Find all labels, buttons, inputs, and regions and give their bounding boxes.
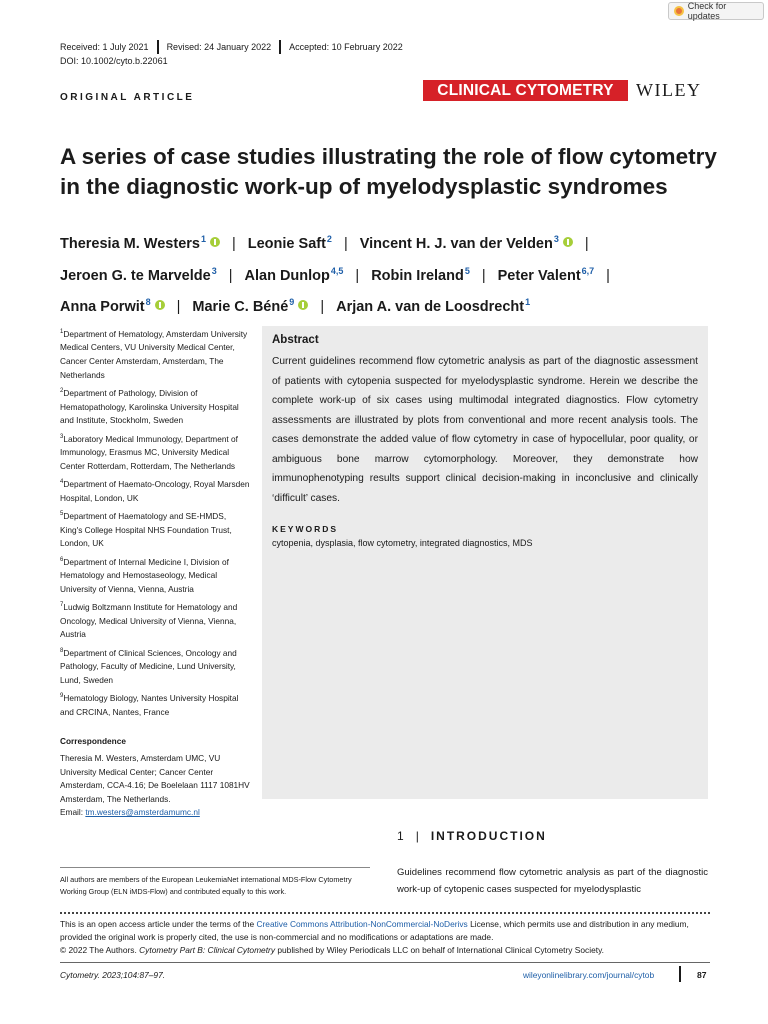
orcid-icon[interactable] (210, 237, 220, 247)
orcid-icon[interactable] (155, 300, 165, 310)
affiliation: $^7$Ludwig Boltzmann Institute for Hematology and Oncology, Medical University of Vienna, Vienna, Austria (60, 602, 238, 640)
section-title: INTRODUCTION (430, 829, 547, 843)
crossmark-icon (674, 6, 684, 16)
page-number: 87 (697, 970, 707, 980)
check-for-updates-button[interactable] (668, 2, 764, 20)
affiliation: $^2$Department of Pathology, Division of Hematopathology, Karolinska University Hospital and Institute, Stockholm, Sweden (60, 387, 239, 426)
license-link[interactable]: Creative Commons Attribution-NonCommercial-NoDerivs (256, 919, 468, 929)
license-notice: This is an open access article under the terms of the Creative Commons Attribution-NonCommercial-NoDerivs License, which permits use and distribution in any medium, provided the original work is properly cited, the use is non-commercial and no modifications or adaptations are made. © 2022 The Authors. Cytometry Part B: Clinical Cytometry published by Wiley Periodicals LLC on behalf of International Clinical Cytometry Society. (60, 919, 689, 955)
abstract-heading: Abstract (272, 334, 319, 346)
publisher-logo: WILEY (636, 80, 702, 100)
affiliation: $^5$Department of Haematology and SE-HMDS, King's College Hospital NHS Foundation Trust, London, UK (60, 510, 232, 549)
author[interactable]: Peter Valent$^{6,7}$ (497, 265, 595, 284)
keywords-heading: KEYWORDS (272, 524, 339, 534)
check-for-updates-label: Check for updates (687, 1, 727, 21)
abstract-text: Current guidelines recommend flow cytometric analysis as part of the diagnostic assessment of patients with cytopenia suspected for myelodysplastic syndrome. Herein we describe the complete work-up of six cases using multimodal integrated diagnostics. Flow cytometry assessments are illustrated by plots from conventional and more recent analysis tools. The cases demonstrate the added value of flow cytometry in case of hypocellular, poor quality, or ambiguous bone marrow cytomorphology. Moreover, they demonstrate how immunophenotyping results support clinical decision-making in inconclusive and clinically ‘difficult’ cases. (272, 356, 698, 504)
author[interactable]: Vincent H. J. van der Velden$^3$ (360, 236, 573, 252)
keywords: cytopenia, dysplasia, flow cytometry, integrated diagnostics, MDS (272, 538, 533, 548)
article-type: ORIGINAL ARTICLE (60, 92, 195, 103)
abstract-panel (262, 326, 708, 799)
license-divider (60, 912, 710, 914)
date-divider (157, 40, 159, 54)
author[interactable]: Marie C. Béné$^9$ (192, 299, 308, 315)
affiliation: $^3$Laboratory Medical Immunology, Department of Immunology, Erasmus MC, University Medical Center Rotterdam, Rotterdam, The Netherlands (60, 433, 238, 471)
journal-logo: CLINICAL CYTOMETRY (423, 80, 628, 101)
author[interactable]: Jeroen G. te Marvelde$^3$ (60, 265, 217, 284)
affiliation: $^1$Department of Hematology, Amsterdam University Medical Centers, VU University Medical Center, Cancer Center Amsterdam, Amsterdam, The Netherlands (60, 328, 248, 380)
orcid-icon[interactable] (298, 300, 308, 310)
footnote-divider (60, 867, 370, 868)
correspondence-heading: Correspondence (60, 736, 126, 747)
date-divider (279, 40, 281, 54)
introduction-text: Guidelines recommend flow cytometric analysis as part of the diagnostic work-up of cytopenic cases suspected for myelodysplastic (397, 867, 708, 895)
article-title: A series of case studies illustrating the role of flow cytometry in the diagnostic work-up of myelodysplastic syndromes (60, 144, 717, 199)
section-separator: | (415, 829, 421, 843)
author[interactable]: Arjan A. van de Loosdrecht$^1$ (336, 297, 531, 315)
received-date: Received: 1 July 2021 (60, 42, 149, 52)
page-divider (679, 966, 681, 982)
author[interactable]: Alan Dunlop$^{4,5}$ (244, 265, 344, 284)
affiliation: $^6$Department of Internal Medicine I, Division of Hematology and Hemostaseology, Medical University of Vienna, Vienna, Austria (60, 556, 229, 594)
author[interactable]: Theresia M. Westers$^1$ (60, 236, 220, 252)
section-number: 1 (397, 829, 406, 843)
section-heading (397, 829, 547, 843)
doi: DOI: 10.1002/cyto.b.22061 (60, 56, 168, 66)
affiliation: $^4$Department of Haemato-Oncology, Royal Marsden Hospital, London, UK (60, 479, 250, 503)
author[interactable]: Robin Ireland$^5$ (371, 265, 470, 284)
accepted-date: Accepted: 10 February 2022 (289, 42, 403, 52)
correspondence-text: Theresia M. Westers, Amsterdam UMC, VU University Medical Center; Cancer Center Amsterdam, CCA-4.16; De Boelelaan 1117 1081HV Amsterdam, The Netherlands. Email: tm.westers@amsterdamumc.nl (60, 752, 250, 818)
revised-date: Revised: 24 January 2022 (166, 42, 272, 52)
orcid-icon[interactable] (563, 237, 573, 247)
article-dates (60, 40, 403, 54)
affiliations (60, 326, 250, 823)
author[interactable]: Leonie Saft$^2$ (247, 234, 332, 252)
author[interactable]: Anna Porwit$^8$ (60, 299, 165, 315)
email-link[interactable]: tm.westers@amsterdamumc.nl (85, 807, 200, 818)
affiliation: $^9$Hematology Biology, Nantes University Hospital and CRCINA, Nantes, France (60, 693, 239, 717)
affiliation: $^8$Department of Clinical Sciences, Oncology and Pathology, Faculty of Medicine, Lund University, Lund, Sweden (60, 647, 237, 685)
journal-citation: Cytometry. 2023;104:87–97. (60, 970, 166, 980)
journal-website-link[interactable]: wileyonlinelibrary.com/journal/cytob (523, 970, 655, 980)
author-list: Theresia M. Westers$^1$ | Leonie Saft$^2$ | Vincent H. J. van der Velden$^3$ | Jeroen G. te Marvelde$^3$ | Alan Dunlop$^{4,5}$ | Robin Ireland$^5$ | Peter Valent$^{6,7}$ | Anna Porwit$^8$ | Marie C. Béné$^9$ | Arjan A. van de Loosdrecht$^1$ (60, 234, 610, 315)
footnote: All authors are members of the European LeukemiaNet international MDS-Flow Cytometry Working Group (ELN iMDS-Flow) and contributed equally to this work. (60, 875, 352, 896)
footer-divider (60, 962, 710, 963)
